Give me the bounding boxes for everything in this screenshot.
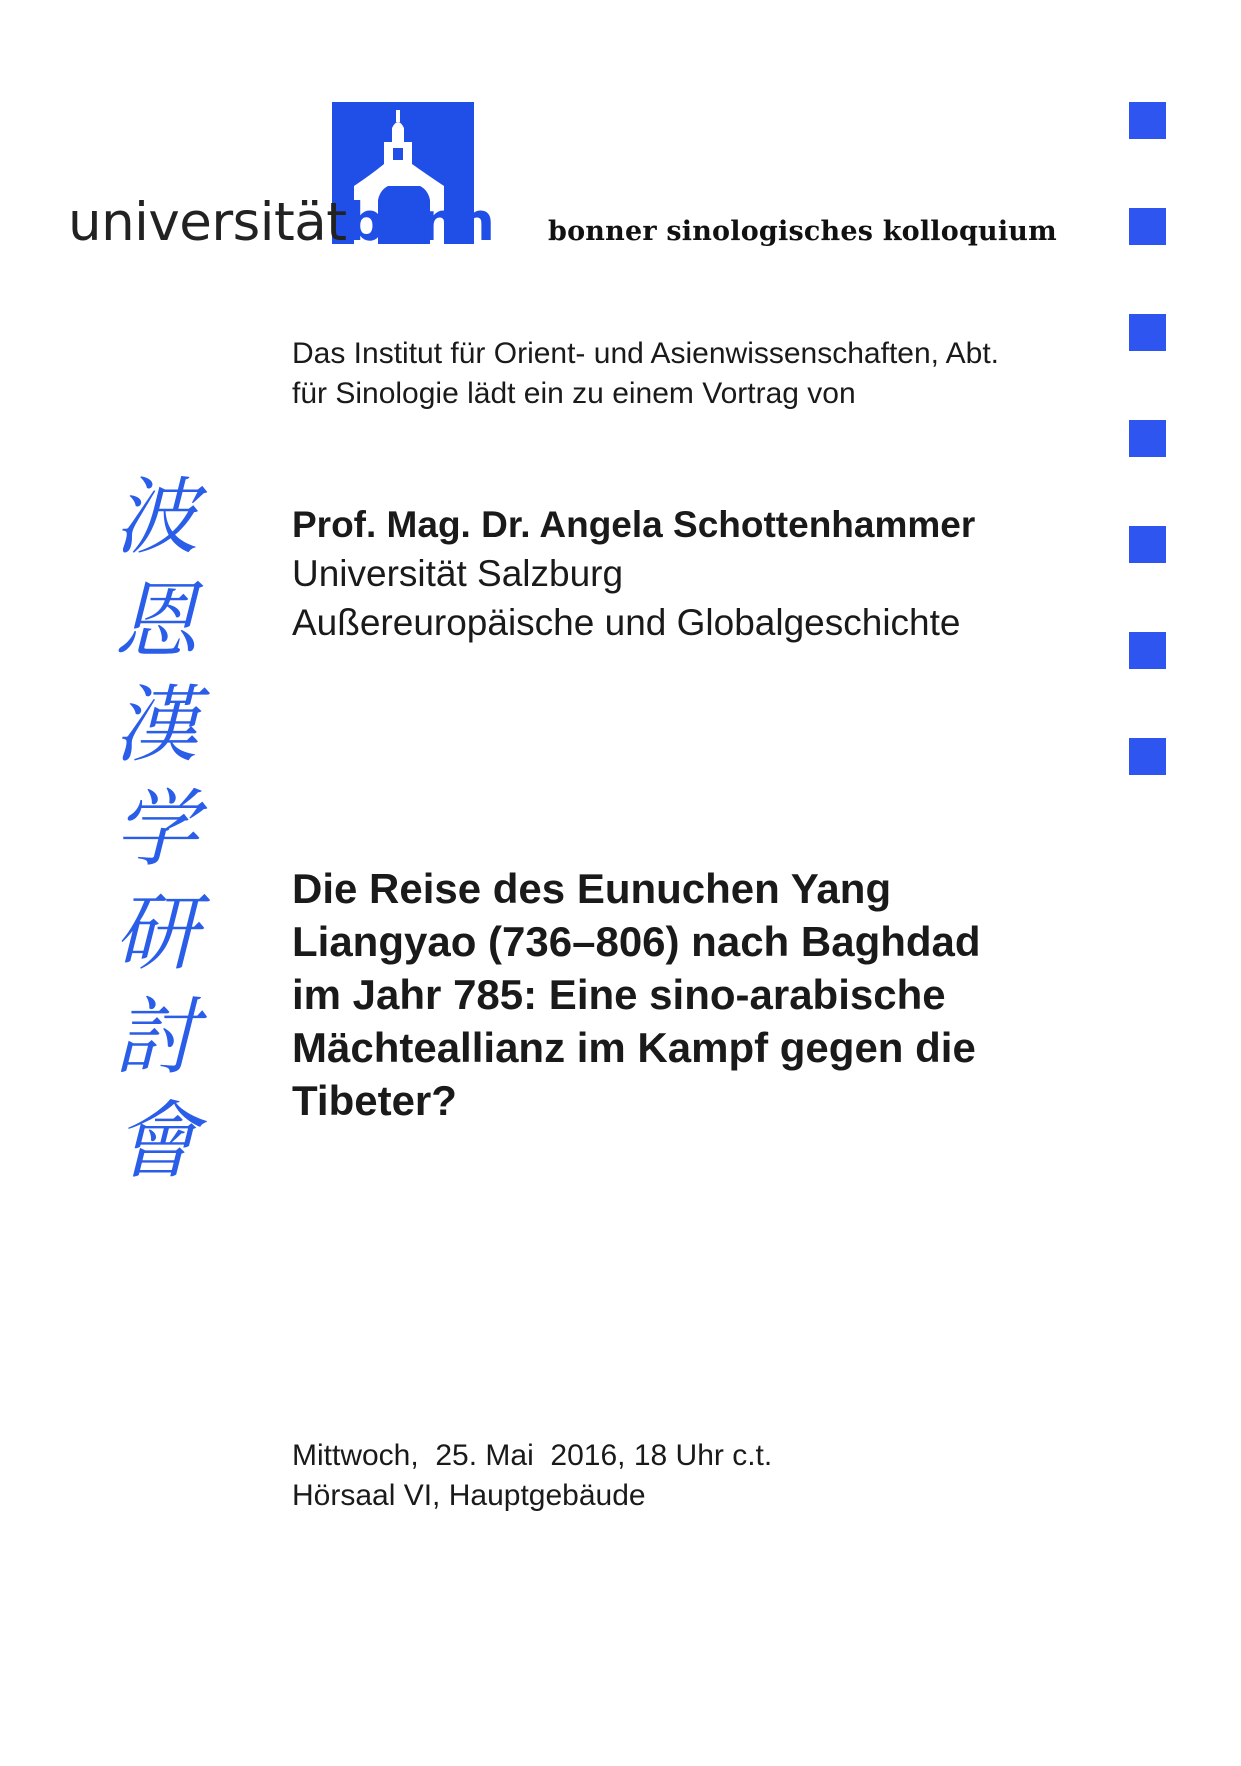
speaker-block bbox=[292, 500, 1112, 647]
lecture-title bbox=[292, 862, 1112, 1127]
event-details bbox=[292, 1436, 1112, 1516]
speaker-name: Prof. Mag. Dr. Angela Schottenhammer bbox=[292, 504, 976, 545]
intro-line: Das Institut für Orient- und Asienwissenschaften, Abt. bbox=[292, 337, 1000, 370]
title-line: im Jahr 785: Eine sino-arabische bbox=[292, 971, 946, 1018]
square-icon bbox=[1129, 738, 1166, 775]
calligraphy-char: 討 bbox=[113, 988, 198, 1086]
title-line: Mächteallianz im Kampf gegen die bbox=[292, 1024, 976, 1071]
title-line: Die Reise des Eunuchen Yang bbox=[292, 865, 892, 912]
event-date-time: Mittwoch, 25. Mai 2016, 18 Uhr c.t. bbox=[292, 1439, 773, 1472]
calligraphy-char: 恩 bbox=[113, 572, 198, 670]
vertical-calligraphy bbox=[96, 465, 216, 1193]
square-icon bbox=[1129, 632, 1166, 669]
calligraphy-char: 研 bbox=[113, 884, 198, 982]
calligraphy-char: 會 bbox=[113, 1092, 198, 1190]
university-logo-text bbox=[68, 193, 494, 253]
square-icon bbox=[1129, 208, 1166, 245]
title-line: Liangyao (736–806) nach Baghdad bbox=[292, 918, 981, 965]
speaker-affiliation: Universität Salzburg bbox=[292, 553, 624, 594]
square-icon bbox=[1129, 526, 1166, 563]
event-location: Hörsaal VI, Hauptgebäude bbox=[292, 1479, 646, 1512]
logo-text-bold: bonn bbox=[346, 192, 495, 253]
colloquium-title: bonner sinologisches kolloquium bbox=[548, 216, 1057, 247]
calligraphy-char: 学 bbox=[113, 780, 198, 878]
invitation-intro bbox=[292, 334, 1112, 414]
calligraphy-char: 漢 bbox=[113, 676, 198, 774]
speaker-department: Außereuropäische und Globalgeschichte bbox=[292, 602, 961, 643]
square-icon bbox=[1129, 102, 1166, 139]
title-line: Tibeter? bbox=[292, 1077, 457, 1124]
square-icon bbox=[1129, 314, 1166, 351]
calligraphy-char: 波 bbox=[113, 468, 198, 566]
logo-text-light: universität bbox=[68, 192, 347, 253]
intro-line: für Sinologie lädt ein zu einem Vortrag von bbox=[292, 377, 856, 410]
square-icon bbox=[1129, 420, 1166, 457]
